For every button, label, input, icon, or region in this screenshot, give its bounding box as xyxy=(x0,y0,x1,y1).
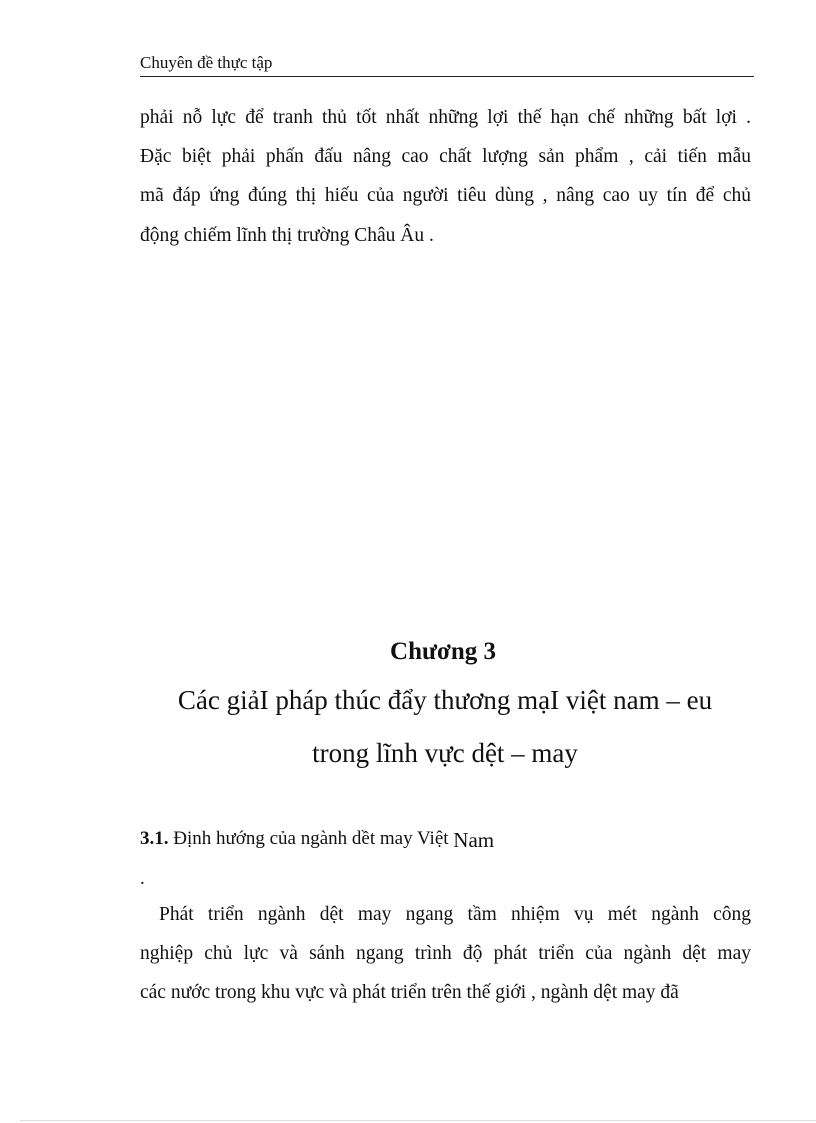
intro-line-2: Đặc biệt phải phấn đấu nâng cao chất lượng sản phẩm , cải tiến mẫu xyxy=(140,146,751,167)
section-number: 3.1. xyxy=(140,828,169,849)
page-bottom-divider xyxy=(20,1120,816,1121)
chapter-title-line-1: Các giảI pháp thúc đẩy thương mạI việt nam – eu xyxy=(177,685,713,715)
intro-paragraph xyxy=(140,105,751,265)
section-heading xyxy=(140,824,494,852)
body-line-3: các nước trong khu vực và phát triển trên thế giới , ngành dệt may đã xyxy=(140,982,679,1003)
chapter-title-line-2: trong lĩnh vực dệt – may xyxy=(312,738,578,768)
section-title-tail: Nam xyxy=(453,828,495,852)
section-title: Định hướng của ngành dềt may Việt xyxy=(173,828,449,849)
chapter-label: Chương 3 xyxy=(390,638,496,665)
body-paragraph xyxy=(140,902,751,1012)
section-dot: . xyxy=(140,868,145,889)
intro-line-1: phải nỗ lực để tranh thủ tốt nhất những lợi thế hạn chế những bất lợi . xyxy=(140,107,751,128)
intro-line-3: mã đáp ứng đúng thị hiếu của người tiêu dùng , nâng cao uy tín để chủ xyxy=(140,185,751,206)
page-header xyxy=(140,52,754,77)
header-title: Chuyên đề thực tập xyxy=(140,53,273,72)
intro-line-4: động chiếm lĩnh thị trường Châu Âu . xyxy=(140,225,434,246)
body-line-2: nghiệp chủ lực và sánh ngang trình độ phát triển của ngành dệt may xyxy=(140,943,751,964)
body-line-1: Phát triển ngành dệt may ngang tầm nhiệm vụ mét ngành công xyxy=(159,904,751,925)
